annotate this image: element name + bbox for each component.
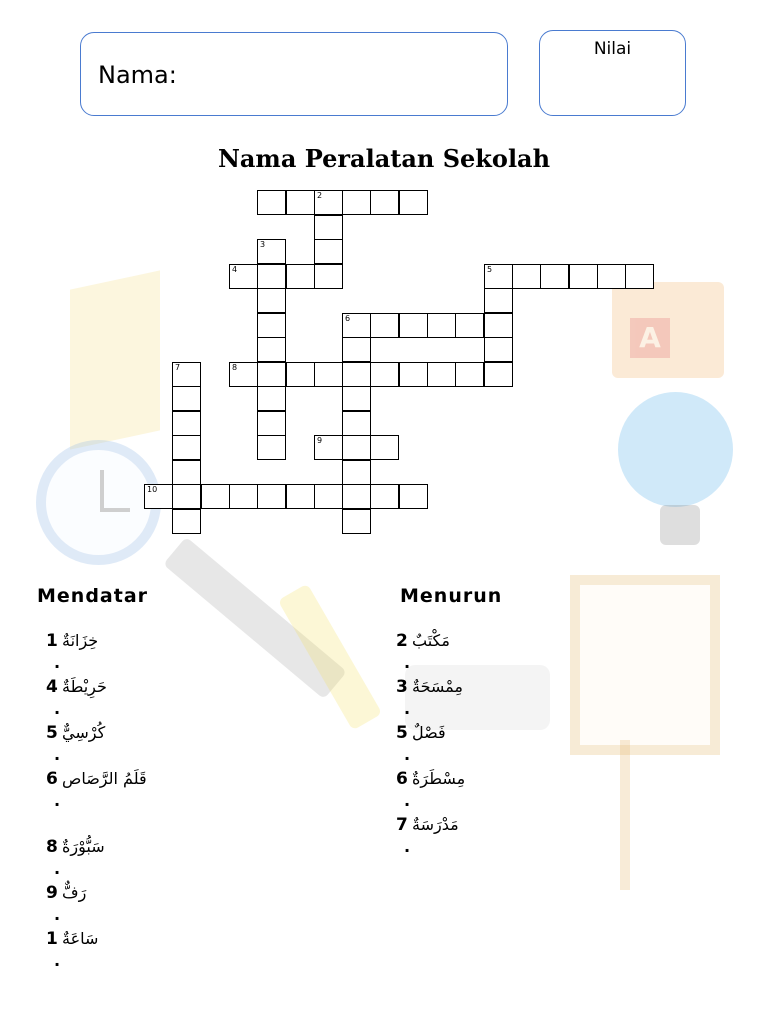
crossword-cell[interactable] xyxy=(314,362,343,387)
crossword-cell[interactable] xyxy=(455,313,484,338)
crossword-cell[interactable] xyxy=(342,509,371,534)
crossword-cell[interactable] xyxy=(399,484,428,509)
clue-word: سَبُّوْرَةٌ xyxy=(62,837,105,856)
crossword-cell[interactable] xyxy=(257,411,286,436)
crossword-cell[interactable] xyxy=(229,362,258,387)
clue-word: مِمْسَحَةٌ xyxy=(412,677,463,696)
crossword-cell[interactable] xyxy=(342,435,371,460)
crossword-cell[interactable] xyxy=(314,435,343,460)
crossword-cell[interactable] xyxy=(257,337,286,362)
ruler-decoration xyxy=(70,270,160,449)
crossword-cell[interactable] xyxy=(342,484,371,509)
clue-word: خِزَانَةٌ xyxy=(62,631,99,650)
clue-word: كُرْسِيٌّ xyxy=(62,723,106,742)
crossword-cell[interactable] xyxy=(172,386,201,411)
clue-word: مَدْرَسَةٌ xyxy=(412,815,459,834)
score-label: Nilai xyxy=(593,39,632,59)
crossword-cell[interactable] xyxy=(427,313,456,338)
clue-dot: . xyxy=(54,951,61,970)
crossword-cell[interactable] xyxy=(484,288,513,313)
crossword-cell[interactable] xyxy=(286,264,315,289)
crossword-cell[interactable] xyxy=(625,264,654,289)
crossword-cell[interactable] xyxy=(286,362,315,387)
crossword-cell[interactable] xyxy=(257,313,286,338)
clue-number: 6 xyxy=(46,769,58,789)
worksheet-title: Nama Peralatan Sekolah xyxy=(217,144,551,173)
easel-leg-decoration xyxy=(620,740,630,890)
clue-number: 2 xyxy=(317,191,323,200)
globe-stand-decoration xyxy=(660,505,700,545)
clue-number: 9 xyxy=(317,436,323,445)
crossword-cell[interactable] xyxy=(540,264,569,289)
clue-dot: . xyxy=(404,653,411,672)
crossword-cell[interactable] xyxy=(370,484,399,509)
clue-item xyxy=(46,676,146,722)
crossword-cell[interactable] xyxy=(257,484,286,509)
clue-number: 3 xyxy=(260,240,266,249)
name-label: Nama: xyxy=(98,61,177,89)
letter-a-decoration: A xyxy=(630,318,670,358)
crossword-cell[interactable] xyxy=(597,264,626,289)
down-heading: Menurun xyxy=(400,585,503,607)
clue-word: رَفٌّ xyxy=(62,883,87,902)
crossword-cell[interactable] xyxy=(201,484,230,509)
crossword-cell[interactable] xyxy=(314,239,343,264)
crossword-cell[interactable] xyxy=(257,435,286,460)
clue-dot: . xyxy=(404,791,411,810)
clock-decoration xyxy=(36,440,161,565)
crossword-cell[interactable] xyxy=(172,484,201,509)
crossword-cell[interactable] xyxy=(484,337,513,362)
crossword-cell[interactable] xyxy=(314,215,343,240)
clue-number: 10 xyxy=(147,485,158,494)
crossword-cell[interactable] xyxy=(370,313,399,338)
crossword-cell[interactable] xyxy=(314,190,343,215)
crossword-cell[interactable] xyxy=(314,484,343,509)
crossword-cell[interactable] xyxy=(399,190,428,215)
crossword-cell[interactable] xyxy=(257,239,286,264)
clue-dot: . xyxy=(404,745,411,764)
crossword-cell[interactable] xyxy=(342,386,371,411)
crossword-cell[interactable] xyxy=(229,264,258,289)
clue-item xyxy=(46,722,146,768)
crossword-cell[interactable] xyxy=(342,362,371,387)
easel-decoration xyxy=(570,575,720,755)
clue-word: قَلَمُ الرَّصَاص xyxy=(62,769,147,788)
clue-dot: . xyxy=(54,653,61,672)
clue-dot: . xyxy=(54,905,61,924)
clue-dot: . xyxy=(54,859,61,878)
clue-dot: . xyxy=(54,791,61,810)
clue-word: فَصْلٌ xyxy=(412,723,446,742)
crossword-cell[interactable] xyxy=(229,484,258,509)
clue-number: 4 xyxy=(46,677,58,697)
clue-item xyxy=(46,630,146,676)
clue-item xyxy=(396,722,466,768)
clue-item xyxy=(46,928,146,974)
clue-item xyxy=(396,630,466,676)
clue-number: 5 xyxy=(46,723,58,743)
clue-dot: . xyxy=(404,699,411,718)
clue-item xyxy=(396,768,466,814)
crossword-cell[interactable] xyxy=(370,190,399,215)
crossword-cell[interactable] xyxy=(342,411,371,436)
clue-number: 6 xyxy=(345,314,351,323)
clue-dot: . xyxy=(54,699,61,718)
crossword-cell[interactable] xyxy=(172,435,201,460)
crossword-cell[interactable] xyxy=(455,362,484,387)
crossword-cell[interactable] xyxy=(569,264,598,289)
crossword-cell[interactable] xyxy=(314,264,343,289)
crossword-cell[interactable] xyxy=(172,460,201,485)
crossword-cell[interactable] xyxy=(427,362,456,387)
crossword-cell[interactable] xyxy=(257,362,286,387)
crossword-cell[interactable] xyxy=(286,190,315,215)
crossword-cell[interactable] xyxy=(257,386,286,411)
clue-number: 6 xyxy=(396,769,408,789)
crossword-cell[interactable] xyxy=(172,411,201,436)
clue-dot: . xyxy=(54,745,61,764)
clue-number: 2 xyxy=(396,631,408,651)
crossword-cell[interactable] xyxy=(257,190,286,215)
clue-number: 5 xyxy=(396,723,408,743)
clue-item xyxy=(396,814,466,860)
clue-word: مَكْتَبٌ xyxy=(412,631,450,650)
clue-number: 7 xyxy=(175,363,181,372)
clue-item xyxy=(396,676,466,722)
clue-word: مِسْطَرَةٌ xyxy=(412,769,466,788)
crossword-cell[interactable] xyxy=(342,190,371,215)
clue-item xyxy=(46,836,146,882)
crossword-cell[interactable] xyxy=(512,264,541,289)
clue-number: 8 xyxy=(46,837,58,857)
clue-number: 1 xyxy=(46,929,58,949)
crossword-cell[interactable] xyxy=(286,484,315,509)
crossword-cell[interactable] xyxy=(257,264,286,289)
crossword-cell[interactable] xyxy=(484,313,513,338)
crossword-cell[interactable] xyxy=(484,264,513,289)
clue-number: 4 xyxy=(232,265,238,274)
crossword-cell[interactable] xyxy=(172,509,201,534)
clue-number: 9 xyxy=(46,883,58,903)
score-field[interactable] xyxy=(539,30,686,116)
crossword-cell[interactable] xyxy=(342,313,371,338)
crossword-cell[interactable] xyxy=(342,460,371,485)
clue-number: 5 xyxy=(487,265,493,274)
crossword-cell[interactable] xyxy=(370,435,399,460)
clue-word: سَاعَةٌ xyxy=(62,929,99,948)
clue-dot: . xyxy=(404,837,411,856)
crossword-cell[interactable] xyxy=(172,362,201,387)
clue-number: 1 xyxy=(46,631,58,651)
crossword-cell[interactable] xyxy=(144,484,173,509)
clue-number: 8 xyxy=(232,363,238,372)
clue-number: 7 xyxy=(396,815,408,835)
crossword-cell[interactable] xyxy=(370,362,399,387)
crossword-cell[interactable] xyxy=(342,337,371,362)
crossword-cell[interactable] xyxy=(399,313,428,338)
crossword-cell[interactable] xyxy=(257,288,286,313)
clue-word: حَرِيْطَةٌ xyxy=(62,677,107,696)
crossword-cell[interactable] xyxy=(484,362,513,387)
clue-item xyxy=(46,882,146,928)
name-field[interactable] xyxy=(80,32,508,116)
crossword-cell[interactable] xyxy=(399,362,428,387)
clue-item xyxy=(46,768,146,836)
clue-number: 3 xyxy=(396,677,408,697)
across-heading: Mendatar xyxy=(37,585,149,607)
globe-decoration xyxy=(618,392,733,507)
